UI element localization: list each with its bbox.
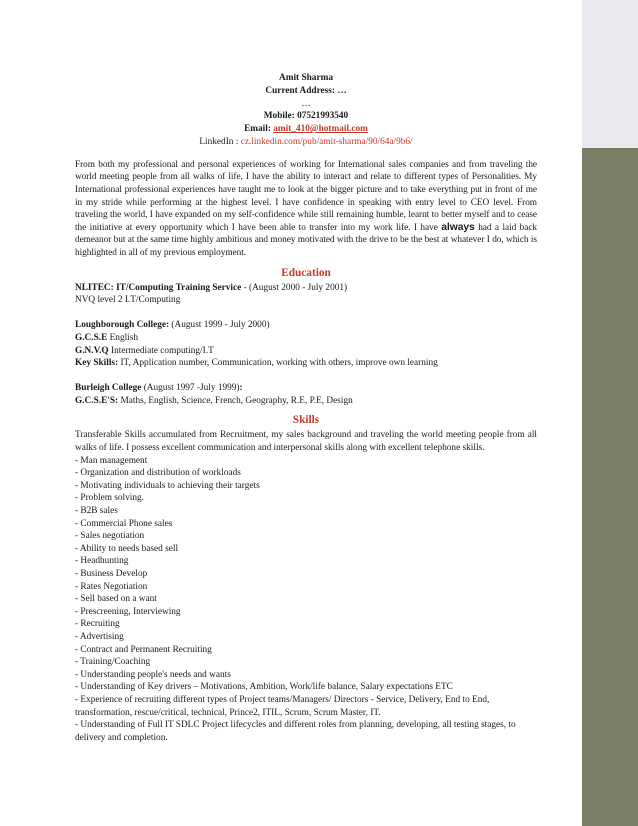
linkedin-label: LinkedIn :: [199, 136, 239, 147]
skill-item: - Problem solving.: [75, 493, 144, 504]
email-link[interactable]: amit_410@hotmail.com: [273, 124, 368, 135]
profile-summary: [75, 159, 537, 260]
skill-item: - Motivating individuals to achieving their targets: [75, 480, 260, 491]
skill-item: - Recruiting: [75, 619, 120, 630]
keyskills-value: IT, Application number, Communication, working with others, improve own learning: [118, 358, 438, 369]
skill-item: - Ability to needs based sell: [75, 543, 179, 554]
skill-item: - Understanding people's needs and wants: [75, 669, 231, 680]
skills-heading: Skills: [292, 414, 320, 427]
skill-item: - Commercial Phone sales: [75, 518, 173, 529]
skill-item: - Experience of recruiting different types of Project teams/Managers/ Directors - Service, Delivery, End to End, transformation, rescue/critical, technical, Prince2, ITIL, Scrum, Scrum Master, IT.: [75, 694, 490, 718]
nlitec-name: NLITEC: IT/Computing Training Service: [75, 282, 242, 293]
resume-header: [75, 72, 537, 149]
skill-item: - Sales negotiation: [75, 531, 145, 542]
nlitec-dates: - (August 2000 - July 2001): [241, 282, 348, 293]
skill-item: - Man management: [75, 455, 148, 466]
linkedin-line: [75, 136, 537, 149]
address-label: Current Address: …: [265, 85, 347, 96]
skill-item: - Understanding of Key drivers – Motivations, Ambition, Work/life balance, Salary expectations ETC: [75, 682, 453, 693]
gcse-value: English: [107, 332, 139, 343]
education-heading: Education: [281, 266, 331, 279]
candidate-name: Amit Sharma: [279, 73, 333, 83]
skill-item: - Understanding of Full IT SDLC Project lifecycles and different roles from planning, developing, all testing stages, to delivery and completion.: [75, 720, 516, 743]
skill-item: - Headhunting: [75, 556, 129, 567]
education-burleigh: [75, 382, 537, 407]
skill-item: - Business Develop: [75, 569, 148, 579]
address-value: …: [301, 98, 311, 109]
resume-page: [75, 72, 537, 744]
loughborough-name: Loughborough College:: [75, 320, 170, 331]
summary-text-after: had a laid back demeanor but at the same time highly ambitious and money motivated with the drive to be the best at whatever I do, which is highlighted in all of my previous employment.: [75, 222, 538, 258]
burleigh-name: Burleigh College: [75, 383, 142, 394]
skill-item: - Organization and distribution of workloads: [75, 468, 241, 479]
skill-item: - Contract and Permanent Recruiting: [75, 644, 212, 655]
skill-item: - Prescreening, Interviewing: [75, 606, 181, 617]
skills-intro: Transferable Skills accumulated from Recruitment, my sales background and traveling the world meeting people from all walks of life. I possess excellent communication and interpersonal skills along with excellent telephone skills.: [75, 430, 537, 454]
gcses-value: Maths, English, Science, French, Geography, R.E, P.E, Design: [118, 395, 353, 406]
education-nlitec: [75, 282, 537, 307]
gnvq-value: Intermediate computing/I.T: [108, 345, 214, 356]
education-loughborough: [75, 319, 537, 369]
skill-item: - Sell based on a want: [75, 594, 157, 605]
skill-item: - Rates Negotiation: [75, 581, 148, 592]
skills-list: [75, 455, 537, 745]
decorative-sidebar: [582, 0, 638, 826]
gcses-label: G.C.S.E'S:: [75, 395, 119, 406]
gcse-label: G.C.S.E: [75, 332, 108, 343]
mobile-number: Mobile: 07521993540: [263, 111, 349, 122]
keyskills-label: Key Skills:: [75, 358, 119, 369]
summary-text-before: From both my professional and personal experiences of working for International sales companies and from traveling the world meeting people from all walks of life, I have the ability to interact and relate to different types of Personalities. My International professional experiences have taught me to look at the bigger picture and to take everything put in front of me in my stride while performing at the highest level. I have confidence in speaking with entry level to CEO level. From traveling the world, I have expanded on my self-confidence while still remaining humble, learnt to better myself and to cease the initiative at every opportunity which I have been able to transfer into my work life. I have: [75, 159, 537, 233]
email-line: [75, 123, 537, 136]
linkedin-link[interactable]: cz.linkedin.com/pub/amit-sharma/90/64a/9b6/: [240, 136, 413, 147]
burleigh-colon: :: [239, 383, 243, 394]
gnvq-label: G.N.V.Q: [75, 345, 109, 356]
burleigh-dates: (August 1997 -July 1999): [141, 383, 240, 394]
loughborough-dates: (August 1999 - July 2000): [169, 320, 270, 331]
sidebar-top-block: [582, 0, 638, 148]
email-label: Email:: [244, 124, 271, 135]
skill-item: - B2B sales: [75, 506, 118, 517]
skill-item: - Advertising: [75, 631, 124, 642]
summary-emphasis: always: [441, 221, 475, 233]
nlitec-detail: NVQ level 2 I.T/Computing: [75, 295, 181, 306]
skill-item: - Training/Coaching: [75, 657, 151, 668]
